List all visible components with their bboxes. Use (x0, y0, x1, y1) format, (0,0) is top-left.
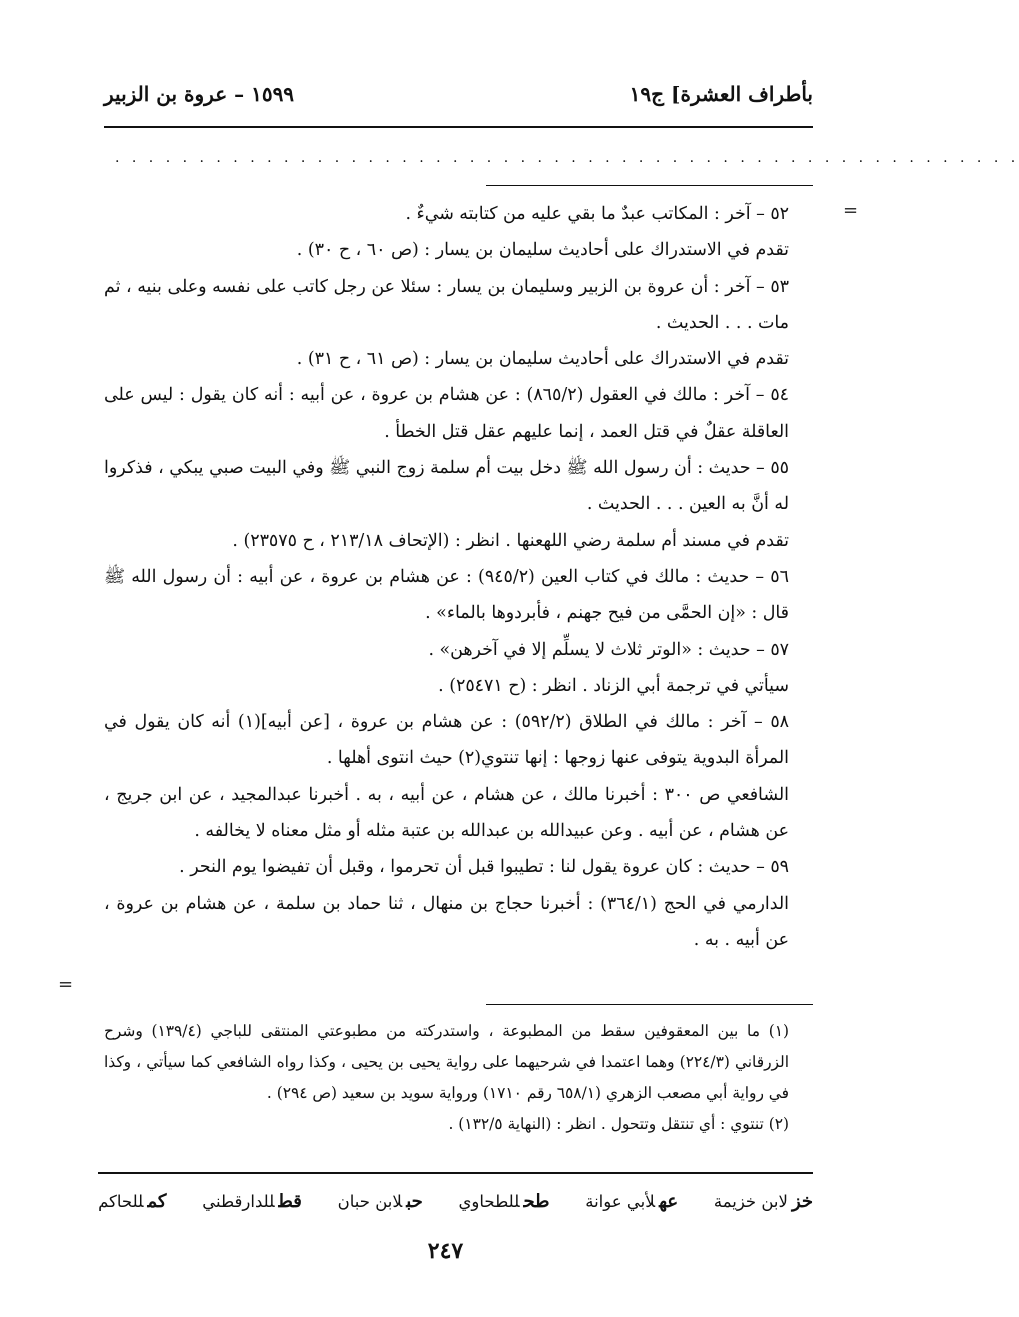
page-number: ٢٤٧ (427, 1238, 464, 1264)
legend-meaning: للحاكم (98, 1191, 144, 1211)
legend-meaning: للطحاوي (458, 1191, 520, 1211)
legend-abbr: عه (659, 1190, 679, 1212)
entry-53-ref: تقدم في الاستدراك على أحاديث سليمان بن يسار : (ص ٦١ ، ح ٣١) . (296, 349, 789, 370)
legend-abbr: طح (523, 1190, 550, 1212)
footnote-rule (486, 1004, 813, 1005)
abbreviation-legend (98, 1184, 813, 1218)
legend-abbr: حب (406, 1190, 423, 1212)
entry-59: ٥٩ – حديث : كان عروة يقول لنا : تطيبوا قبل أن تحرموا ، وقبل أن تفيضوا يوم النحر . (179, 857, 789, 878)
footnotes (104, 1016, 811, 1140)
legend-item (585, 1191, 678, 1212)
entry-55-ref: تقدم في مسند أم سلمة رضي اللهعنها . انظر : (الإتحاف ٢١٣/١٨ ، ح ٢٣٥٧٥) . (232, 530, 789, 551)
footnote-1: (١) ما بين المعقوفين سقط من المطبوعة ، واستدركته من مطبوعتي المنتقى للباجي (١٣٩/٤) وشرح الزرقاني (٢٢٤/٣) وهما اعتمدا في شرحيهما على رواية يحيى بن يحيى ، وكذا رواه الشافعي كما سيأتي ، وكذا في رواية أبي مصعب الزهري (٦٥٨/١ رقم ١٧١٠) ورواية سويد بن سعيد (ص ٢٩٤) . (104, 1022, 789, 1102)
legend-abbr: كم (147, 1190, 167, 1212)
section-title: ١٥٩٩ – عروة بن الزبير (104, 82, 295, 106)
book-title: بأطراف العشرة] ج١٩ (629, 82, 813, 106)
entry-52: ٥٢ – آخر : المكاتب عبدٌ ما بقي عليه من كتابته شيءٌ . (405, 204, 789, 224)
legend-item (459, 1191, 550, 1212)
legend-meaning: لابن حبان (337, 1191, 403, 1211)
entry-54: ٥٤ – آخر : مالك في العقول (٨٦٥/٢) : عن هشام بن عروة ، عن أبيه : أنه كان يقول : ليس على العاقلة عقلٌ في قتل العمد ، إنما عليهم عقل قتل الخطأ . (104, 385, 789, 442)
legend-meaning: لأبي عوانة (585, 1191, 656, 1211)
legend-rule (98, 1172, 813, 1174)
header-rule (104, 126, 813, 128)
legend-meaning: للدارقطني (202, 1191, 275, 1211)
margin-mark-upper: = (843, 200, 859, 221)
legend-abbr: قط (278, 1190, 302, 1212)
main-text (104, 196, 811, 958)
legend-item (202, 1191, 302, 1212)
legend-meaning: لابن خزيمة (713, 1191, 788, 1211)
legend-item (338, 1191, 423, 1212)
entry-57-ref: سيأتي في ترجمة أبي الزناد . انظر : (ح ٢٥٤٧١) . (438, 675, 789, 696)
entry-52-ref: تقدم في الاستدراك على أحاديث سليمان بن يسار : (ص ٦٠ ، ح ٣٠) . (296, 240, 789, 261)
entry-56: ٥٦ – حديث : مالك في كتاب العين (٩٤٥/٢) : عن هشام بن عروة ، عن أبيه : أن رسول الله ﷺ قال : «إن الحمَّى من فيح جهنم ، فأبردوها بالماء» . (104, 566, 789, 624)
entry-55: ٥٥ – حديث : أن رسول الله ﷺ دخل بيت أم سلمة زوج النبي ﷺ وفي البيت صبي يبكي ، فذكروا له أنَّ به العين . . . الحديث . (104, 458, 789, 515)
legend-item (714, 1191, 813, 1212)
entry-58: ٥٨ – آخر : مالك في الطلاق (٥٩٢/٢) : عن هشام بن عروة ، [عن أبيه](١) أنه كان يقول في المرأة البدوية يتوفى عنها زوجها : إنها تنتوي(٢) حيث انتوى أهلها . (104, 712, 789, 769)
separator-dots: . . . . . . . . . . . . . . . . . . . . . . . . . . . . . . . . . . . . . . . . . . . . . . . . . . . . . . (115, 150, 1019, 166)
page-header (104, 82, 813, 116)
entry-53: ٥٣ – آخر : أن عروة بن الزبير وسليمان بن يسار : سئلا عن رجل كاتب على نفسه وعلى بنيه ، ثم مات . . . الحديث . (104, 276, 789, 333)
legend-item (98, 1191, 166, 1212)
separator-rule (486, 185, 813, 186)
margin-mark-lower: = (58, 974, 74, 995)
entry-58-shafii: الشافعي ص ٣٠٠ : أخبرنا مالك ، عن هشام ، عن أبيه ، به . أخبرنا عبدالمجيد ، عن ابن جريج ، عن هشام ، عن أبيه . وعن عبيدالله بن عبدالله بن عتبة مثله أو مثل معناه لا يخالفه . (104, 784, 789, 842)
entry-57: ٥٧ – حديث : «الوتر ثلاث لا يسلِّم إلا في آخرهن» . (428, 639, 789, 660)
legend-abbr: خز (791, 1190, 813, 1212)
footnote-2: (٢) تنتوي : أي تنتقل وتتحول . انظر : (النهاية ١٣٢/٥) . (448, 1115, 789, 1133)
entry-59-darimi: الدارمي في الحج (٣٦٤/١) : أخبرنا حجاج بن منهال ، ثنا حماد بن سلمة ، عن هشام بن عروة ، عن أبيه . به . (104, 893, 789, 950)
